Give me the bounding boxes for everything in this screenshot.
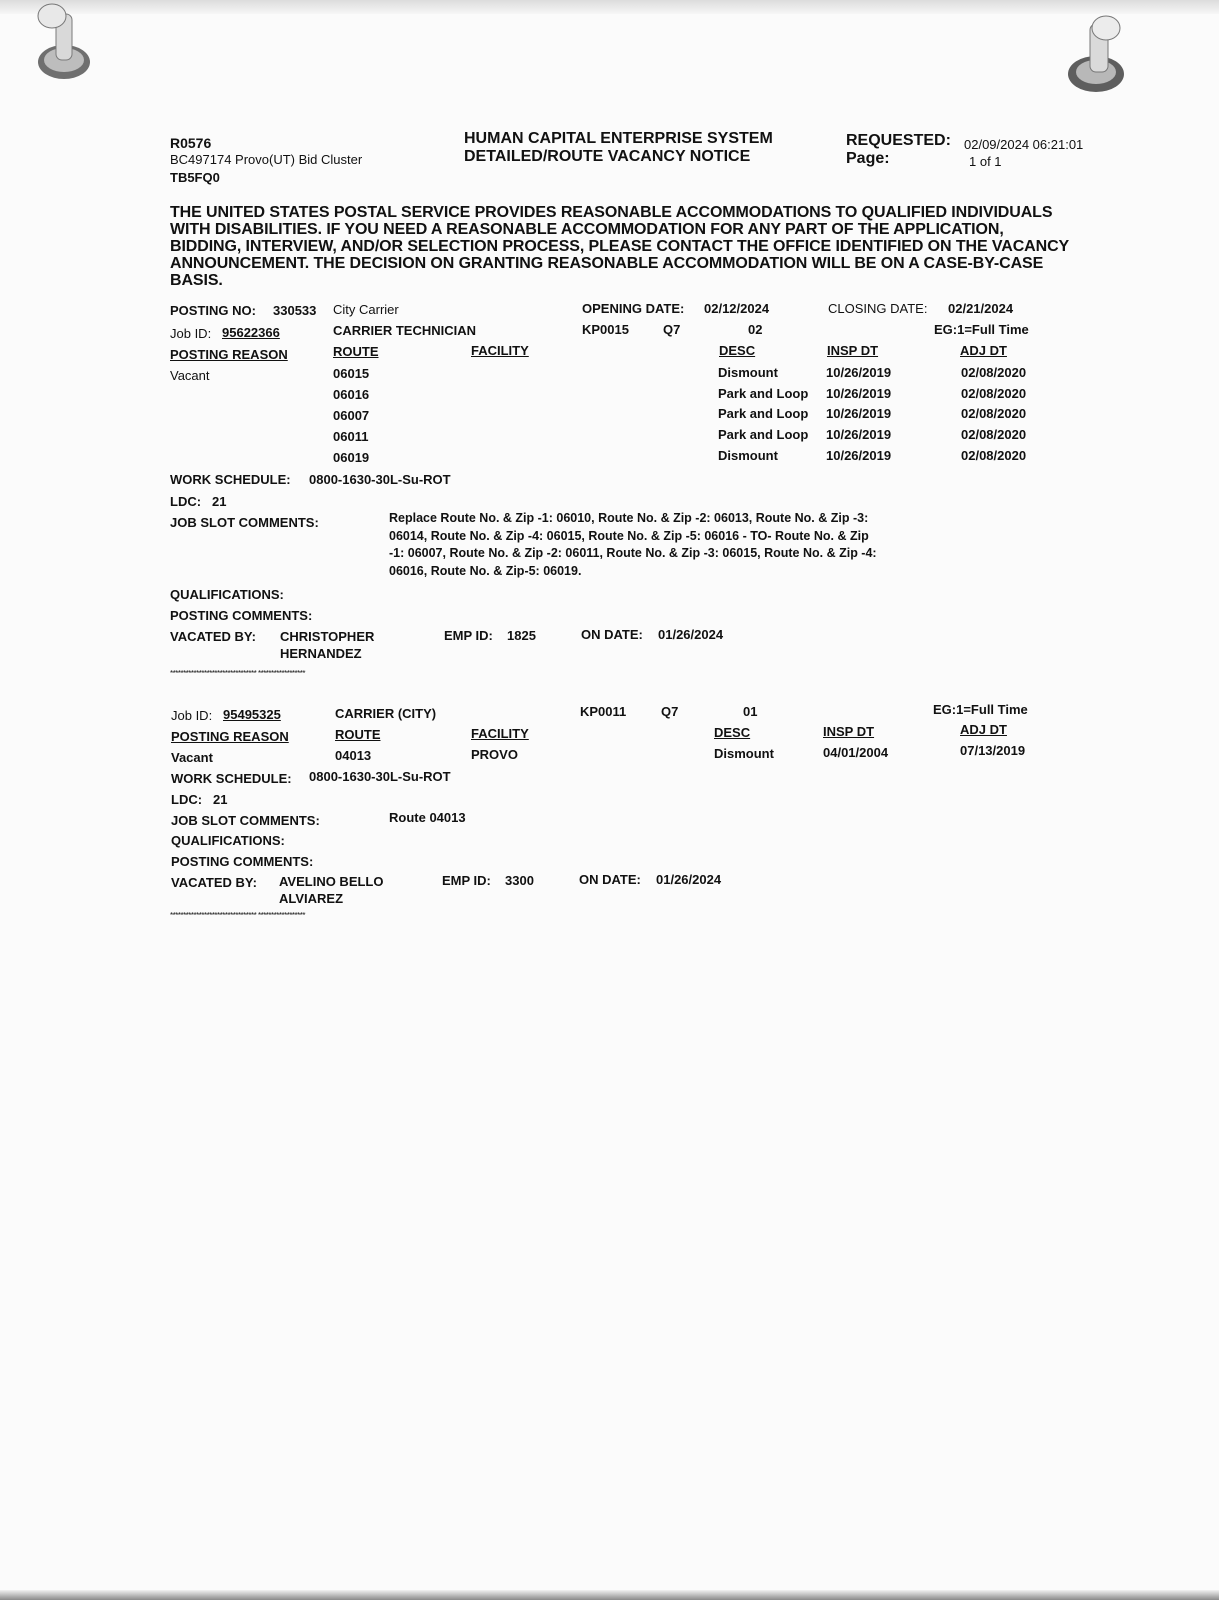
insp-dt-header: INSP DT [827, 343, 879, 358]
q-code: Q7 [663, 322, 681, 337]
route-desc: Park and Loop [718, 427, 809, 442]
on-date: 01/26/2024 [656, 872, 722, 887]
report-code: TB5FQ0 [170, 170, 220, 185]
notice-title: DETAILED/ROUTE VACANCY NOTICE [464, 148, 751, 165]
page-value: 1 of 1 [969, 154, 1002, 169]
paper-edge-top [0, 0, 1219, 14]
route-insp-dt: 04/01/2004 [823, 745, 889, 760]
accommodation-notice: THE UNITED STATES POSTAL SERVICE PROVIDES REASONABLE ACCOMMODATIONS TO QUALIFIED INDIVIDUALS WITH DISABILITIES. IF YOU NEED A REASONABLE ACCOMMODATION FOR ANY PART OF THE APPLICATION, BIDDING, INTERVIEW, AND/OR SELECTION PROCESS, PLEASE CONTACT THE OFFICE IDENTIFIED ON THE VACANCY ANNOUNCEMENT. THE DECISION ON GRANTING REASONABLE ACCOMMODATION WILL BE ON A CASE-BY-CASE BASIS. [170, 204, 1069, 289]
on-date-label: ON DATE: [581, 627, 643, 642]
job-slot-comments: Replace Route No. & Zip -1: 06010, Route No. & Zip -2: 06013, Route No. & Zip -3: 06014, Route No. & Zip -4: 06015, Route No. & Zip -5: 06016 - TO- Route No. & Zip -1: 06007, Route No. & Zip -2: 06011, Route No. & Zip -3: 06015, Route No. & Zip -4: 06016, Route No. & Zip-5: 06019. [389, 511, 877, 578]
route-adj-dt: 02/08/2020 [961, 386, 1027, 401]
work-schedule: 0800-1630-30L-Su-ROT [309, 769, 451, 784]
separator-line: ********************************* ****************** [170, 669, 305, 678]
desc-header: DESC [714, 725, 751, 740]
posting-no: 330533 [273, 303, 317, 318]
emp-id-label: EMP ID: [442, 873, 491, 888]
kp-code: KP0011 [580, 704, 627, 719]
report-id: R0576 [170, 135, 212, 151]
work-schedule-label: WORK SCHEDULE: [171, 771, 292, 786]
q-code: Q7 [661, 704, 679, 719]
route-header: ROUTE [335, 727, 381, 742]
job-title: CARRIER TECHNICIAN [333, 323, 476, 338]
posting-reason-header: POSTING REASON [171, 729, 289, 744]
facility-header: FACILITY [471, 343, 529, 358]
ldc-label: LDC: [170, 494, 202, 509]
work-schedule: 0800-1630-30L-Su-ROT [309, 472, 451, 487]
level: 01 [743, 704, 758, 719]
ldc-value: 21 [213, 792, 228, 807]
job-id: 95495325 [223, 707, 281, 722]
insp-dt-header: INSP DT [823, 724, 875, 739]
ldc-value: 21 [212, 494, 227, 509]
job-slot-comments-label: JOB SLOT COMMENTS: [171, 813, 320, 828]
closing-date-label: CLOSING DATE: [828, 301, 928, 316]
route-desc: Dismount [714, 746, 774, 761]
posting-title: City Carrier [333, 302, 399, 317]
qualifications-label: QUALIFICATIONS: [171, 833, 285, 848]
paper-edge-bottom [0, 1590, 1219, 1600]
separator-line: ********************************* ****************** [170, 911, 305, 920]
bid-cluster: BC497174 Provo(UT) Bid Cluster [170, 152, 363, 167]
job-slot-comments-label: JOB SLOT COMMENTS: [170, 515, 319, 530]
route-insp-dt: 10/26/2019 [826, 406, 892, 421]
route-number: 06007 [333, 408, 370, 423]
work-schedule-label: WORK SCHEDULE: [170, 472, 291, 487]
vacated-by-name: ALVIAREZ [279, 891, 344, 906]
posting-comments-label: POSTING COMMENTS: [171, 854, 314, 869]
eg-status: EG:1=Full Time [933, 702, 1028, 717]
posting-reason: Vacant [170, 368, 210, 383]
vacated-by-name: HERNANDEZ [280, 646, 362, 661]
route-number: 04013 [335, 748, 372, 763]
route-header: ROUTE [333, 344, 379, 359]
on-date: 01/26/2024 [658, 627, 724, 642]
pushpin-icon [1062, 10, 1132, 100]
pushpin-icon [28, 0, 98, 90]
job-title: CARRIER (CITY) [335, 706, 437, 721]
requested-label: REQUESTED: [846, 132, 951, 149]
level: 02 [748, 322, 763, 337]
route-adj-dt: 02/08/2020 [961, 365, 1027, 380]
ldc-label: LDC: [171, 792, 203, 807]
opening-date-label: OPENING DATE: [582, 301, 685, 316]
route-adj-dt: 07/13/2019 [960, 743, 1026, 758]
vacated-by-name: CHRISTOPHER [280, 629, 375, 644]
page-label: Page: [846, 150, 890, 167]
facility-header: FACILITY [471, 726, 529, 741]
adj-dt-header: ADJ DT [960, 343, 1007, 358]
route-desc: Dismount [718, 448, 778, 463]
posting-reason: Vacant [171, 750, 213, 765]
route-insp-dt: 10/26/2019 [826, 365, 892, 380]
route-desc: Dismount [718, 365, 778, 380]
route-adj-dt: 02/08/2020 [961, 427, 1027, 442]
route-facility: PROVO [471, 747, 518, 762]
route-insp-dt: 10/26/2019 [826, 386, 892, 401]
vacated-by-name: AVELINO BELLO [279, 874, 384, 889]
opening-date: 02/12/2024 [704, 301, 770, 316]
job-id-label: Job ID: [170, 326, 212, 341]
route-insp-dt: 10/26/2019 [826, 448, 892, 463]
route-adj-dt: 02/08/2020 [961, 406, 1027, 421]
route-number: 06015 [333, 366, 370, 381]
closing-date: 02/21/2024 [948, 301, 1014, 316]
system-title: HUMAN CAPITAL ENTERPRISE SYSTEM [464, 130, 773, 147]
emp-id: 3300 [505, 873, 534, 888]
route-adj-dt: 02/08/2020 [961, 448, 1027, 463]
vacated-by-label: VACATED BY: [171, 875, 257, 890]
eg-status: EG:1=Full Time [934, 322, 1029, 337]
emp-id-label: EMP ID: [444, 628, 493, 643]
posting-reason-header: POSTING REASON [170, 347, 288, 362]
route-desc: Park and Loop [718, 386, 809, 401]
qualifications-label: QUALIFICATIONS: [170, 587, 284, 602]
posting-comments-label: POSTING COMMENTS: [170, 608, 313, 623]
route-number: 06019 [333, 450, 370, 465]
route-desc: Park and Loop [718, 406, 809, 421]
requested-value: 02/09/2024 06:21:01 [964, 137, 1084, 152]
on-date-label: ON DATE: [579, 872, 641, 887]
desc-header: DESC [719, 343, 756, 358]
route-insp-dt: 10/26/2019 [826, 427, 892, 442]
job-id: 95622366 [222, 325, 280, 340]
emp-id: 1825 [507, 628, 536, 643]
vacated-by-label: VACATED BY: [170, 629, 256, 644]
route-number: 06011 [333, 429, 369, 444]
posting-no-label: POSTING NO: [170, 303, 256, 318]
adj-dt-header: ADJ DT [960, 722, 1007, 737]
job-slot-comments: Route 04013 [389, 810, 466, 825]
kp-code: KP0015 [582, 322, 629, 337]
route-number: 06016 [333, 387, 370, 402]
job-id-label: Job ID: [171, 708, 213, 723]
